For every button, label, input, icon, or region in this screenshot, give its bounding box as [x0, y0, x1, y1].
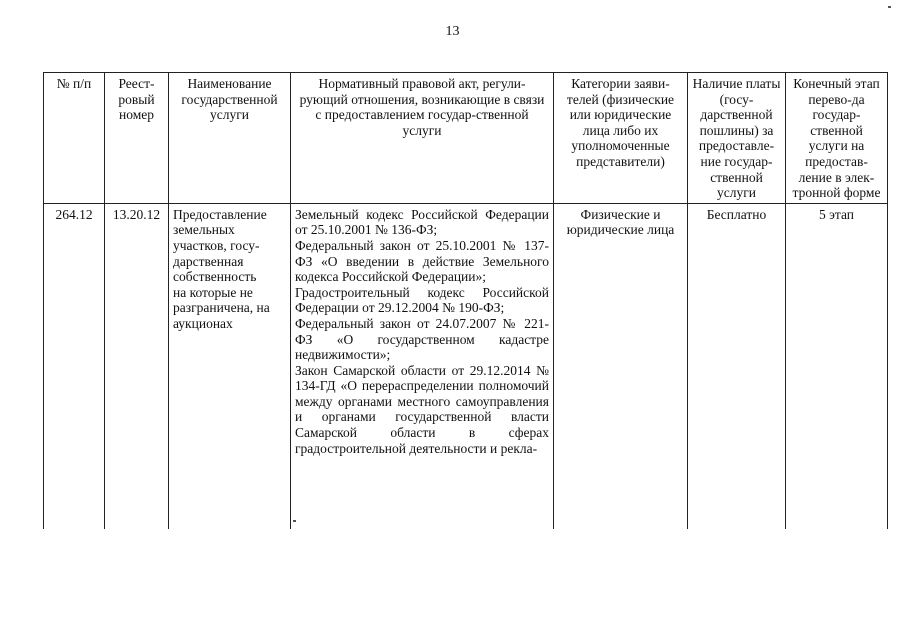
service-name-line: разграничена, на	[173, 300, 270, 316]
cell-service-name	[169, 203, 291, 529]
service-name-line: Предоставление	[173, 206, 267, 222]
header-number: № п/п	[44, 73, 105, 204]
legal-act-item: Градостроительный кодекс Российской Федерации от 29.12.2004 № 190-ФЗ;	[295, 284, 549, 316]
services-table	[43, 72, 888, 529]
cell-number: 264.12	[44, 203, 105, 529]
legal-act-item: Федеральный закон от 25.10.2001 № 137-ФЗ «О введении в действие Земельного кодекса Российской Федерации»;	[295, 237, 549, 285]
service-name-line: аукционах	[173, 315, 233, 331]
header-service-name: Наименование государственной услуги	[169, 73, 291, 204]
cell-legal-acts	[291, 203, 554, 529]
legal-act-item: Федеральный закон от 24.07.2007 № 221-ФЗ «О государственном кадастре недвижимости»;	[295, 315, 549, 363]
legal-act-item: Закон Самарской области от 29.12.2014 № 134-ГД «О перераспределении полномочий между органами местного самоуправления и органами государственной власти Самарской области в сферах градостроительной деятельности и рекла-	[295, 362, 549, 456]
cell-final-stage: 5 этап	[786, 203, 888, 529]
cell-applicant-categories: Физические и юридические лица	[554, 203, 688, 529]
service-name-line: участков, госу-	[173, 237, 260, 253]
header-applicant-categories: Категории заяви-телей (физические или юридические лица либо их уполномоченные представители)	[554, 73, 688, 204]
scan-speck	[293, 520, 296, 522]
legal-act-item: Земельный кодекс Российской Федерации от 25.10.2001 № 136-ФЗ;	[295, 206, 549, 238]
table-header-row	[44, 73, 888, 204]
page-number: 13	[445, 24, 460, 39]
table-row	[44, 203, 888, 529]
service-name-line: собственность	[173, 269, 257, 285]
service-name-line: дарственная	[173, 253, 244, 269]
service-name-line: на которые не	[173, 284, 253, 300]
header-final-stage: Конечный этап перево-да государ-ственной услуги на предостав-ление в элек-тронной форме	[786, 73, 888, 204]
header-registry-number: Реест-ровый номер	[105, 73, 169, 204]
header-fee: Наличие платы (госу-дарственной пошлины) за предоставле-ние государ-ственной услуги	[688, 73, 786, 204]
service-name-line: земельных	[173, 222, 235, 238]
cell-registry-number: 13.20.12	[105, 203, 169, 529]
header-legal-act: Нормативный правовой акт, регули-рующий отношения, возникающие в связи с предоставлением государ-ственной услуги	[291, 73, 554, 204]
cell-fee: Бесплатно	[688, 203, 786, 529]
scan-speck	[888, 6, 891, 8]
